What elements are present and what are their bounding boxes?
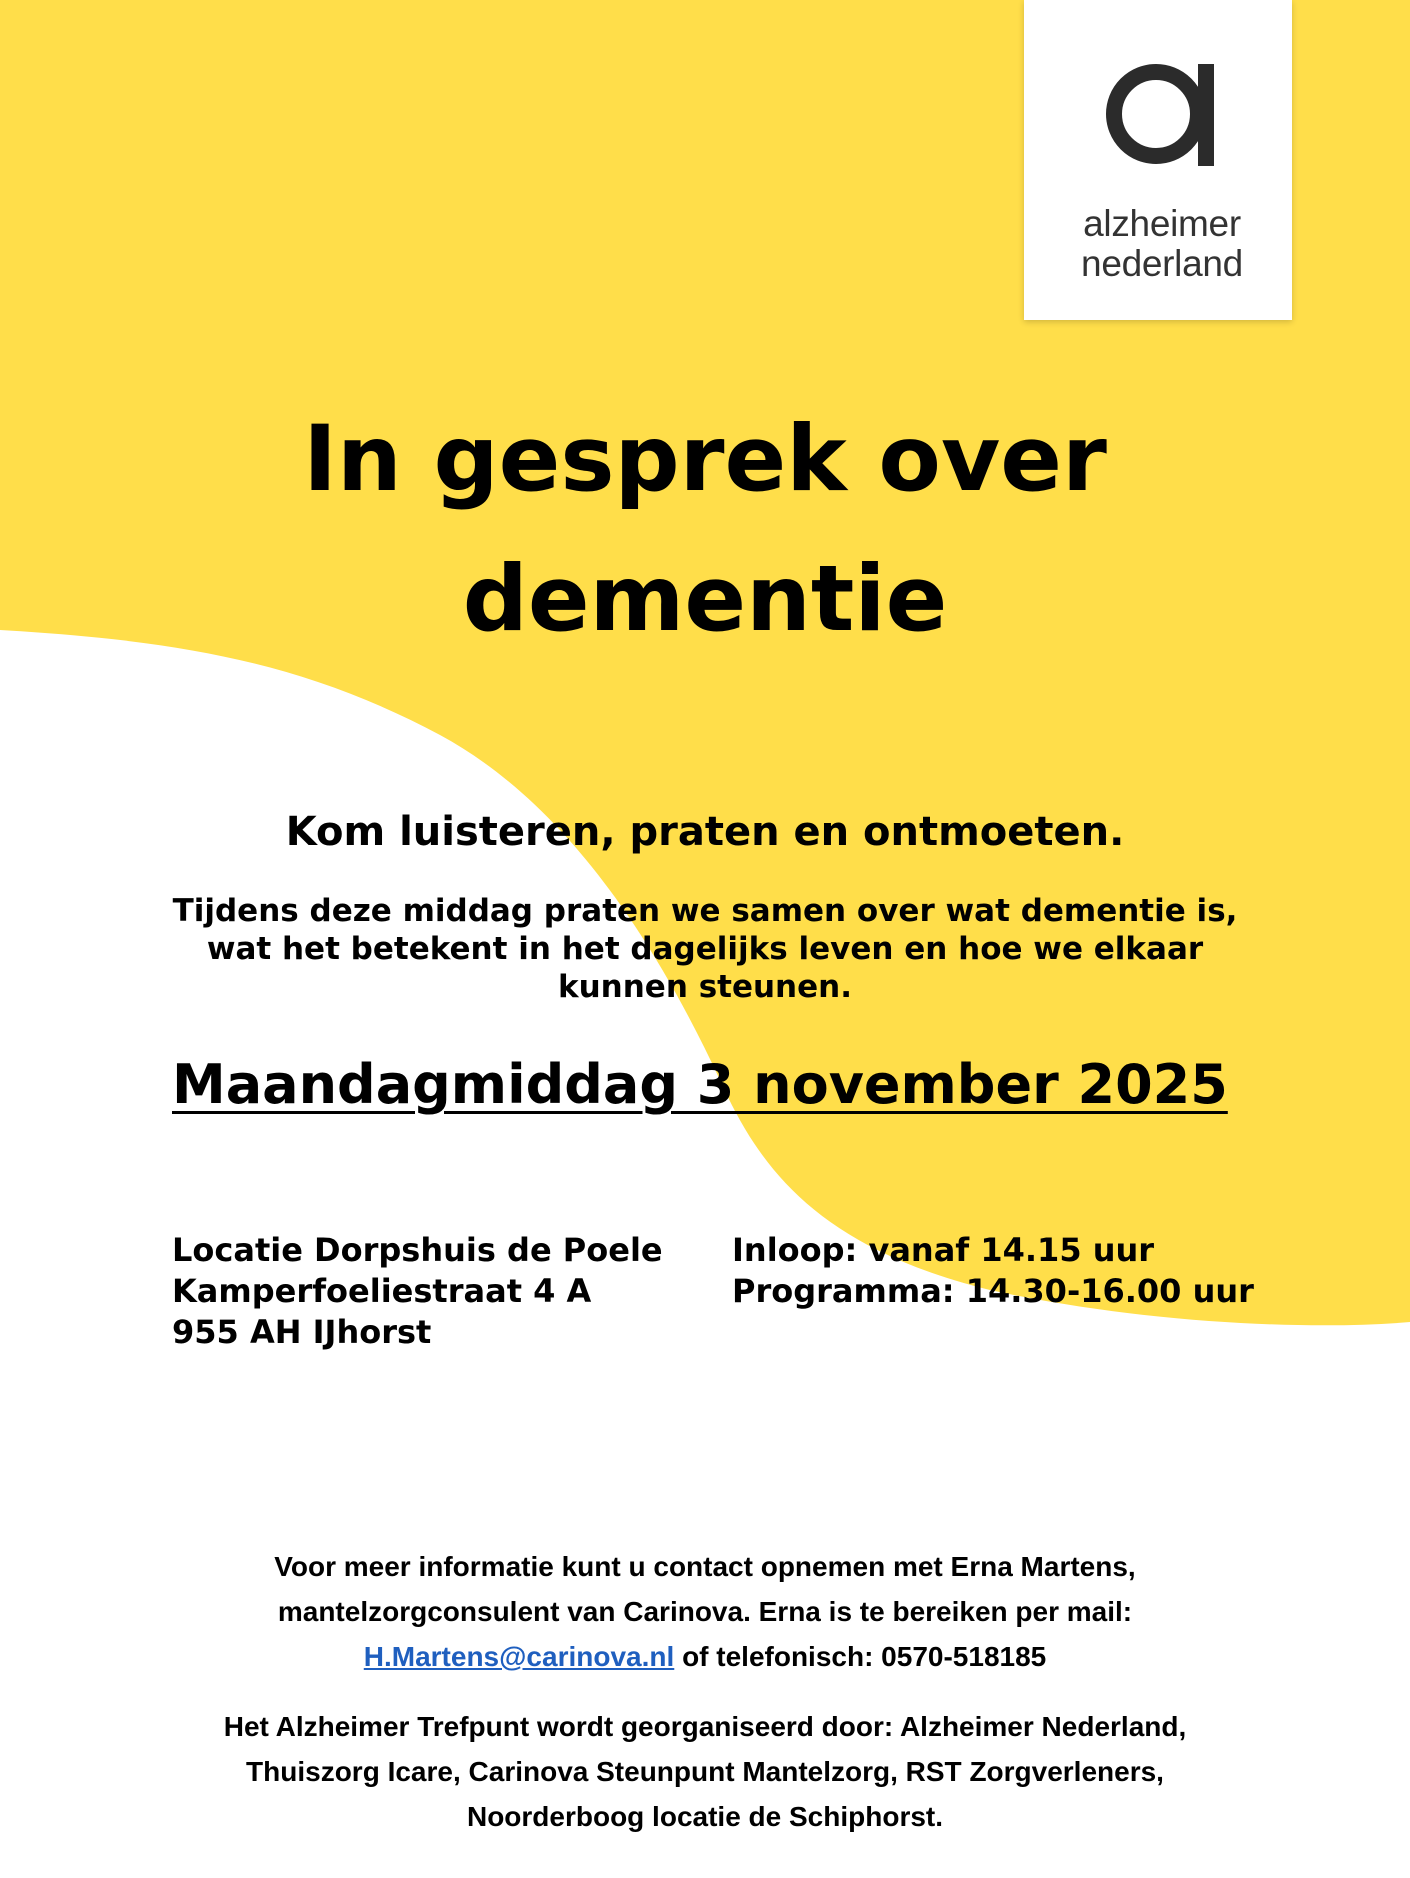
logo-line-1: alzheimer: [1083, 203, 1241, 244]
contact-info: [0, 1544, 1410, 1679]
location-line-1: Locatie Dorpshuis de Poele: [172, 1231, 663, 1269]
email-link[interactable]: H.Martens@carinova.nl: [363, 1641, 675, 1672]
page-title: [0, 390, 1410, 670]
title-line-2: dementie: [462, 547, 948, 652]
contact-line-2: mantelzorgconsulent van Carinova. Erna is te bereiken per mail:: [277, 1596, 1133, 1627]
subtitle: Kom luisteren, praten en ontmoeten.: [285, 809, 1125, 855]
location-line-2: Kamperfoeliestraat 4 A: [172, 1272, 592, 1310]
location-line-3: 955 AH IJhorst: [172, 1313, 432, 1351]
intro-line-2: wat het betekent in het dagelijks leven en hoe we elkaar: [206, 931, 1204, 967]
event-date: Maandagmiddag 3 november 2025: [172, 1053, 1228, 1116]
intro-line-3: kunnen steunen.: [557, 969, 852, 1005]
phone-text: of telefonisch: 0570-518185: [682, 1641, 1047, 1672]
walk-in-time: Inloop: vanaf 14.15 uur: [732, 1231, 1155, 1269]
contact-line-1: Voor meer informatie kunt u contact opnemen met Erna Martens,: [274, 1551, 1136, 1582]
times-block: [732, 1230, 1254, 1312]
organizers-line-2: Thuiszorg Icare, Carinova Steunpunt Mantelzorg, RST Zorgverleners,: [246, 1756, 1164, 1787]
organizers-line-1: Het Alzheimer Trefpunt wordt georganiseerd door: Alzheimer Nederland,: [223, 1711, 1187, 1742]
logo-line-2: nederland: [1081, 243, 1243, 284]
intro-line-1: Tijdens deze middag praten we samen over wat dementie is,: [172, 893, 1238, 929]
alzheimer-nederland-logo: [1024, 0, 1292, 320]
program-time: Programma: 14.30-16.00 uur: [732, 1272, 1254, 1310]
letter-a-logo-icon: [1100, 56, 1216, 172]
logo-wordmark: [1062, 204, 1262, 284]
organizers-info: [0, 1704, 1410, 1839]
intro-paragraph: [0, 892, 1410, 1006]
location-block: [172, 1230, 663, 1353]
contact-line-3: [0, 1634, 1410, 1679]
organizers-line-3: Noorderboog locatie de Schiphorst.: [466, 1801, 944, 1832]
title-line-1: In gesprek over: [303, 407, 1107, 512]
